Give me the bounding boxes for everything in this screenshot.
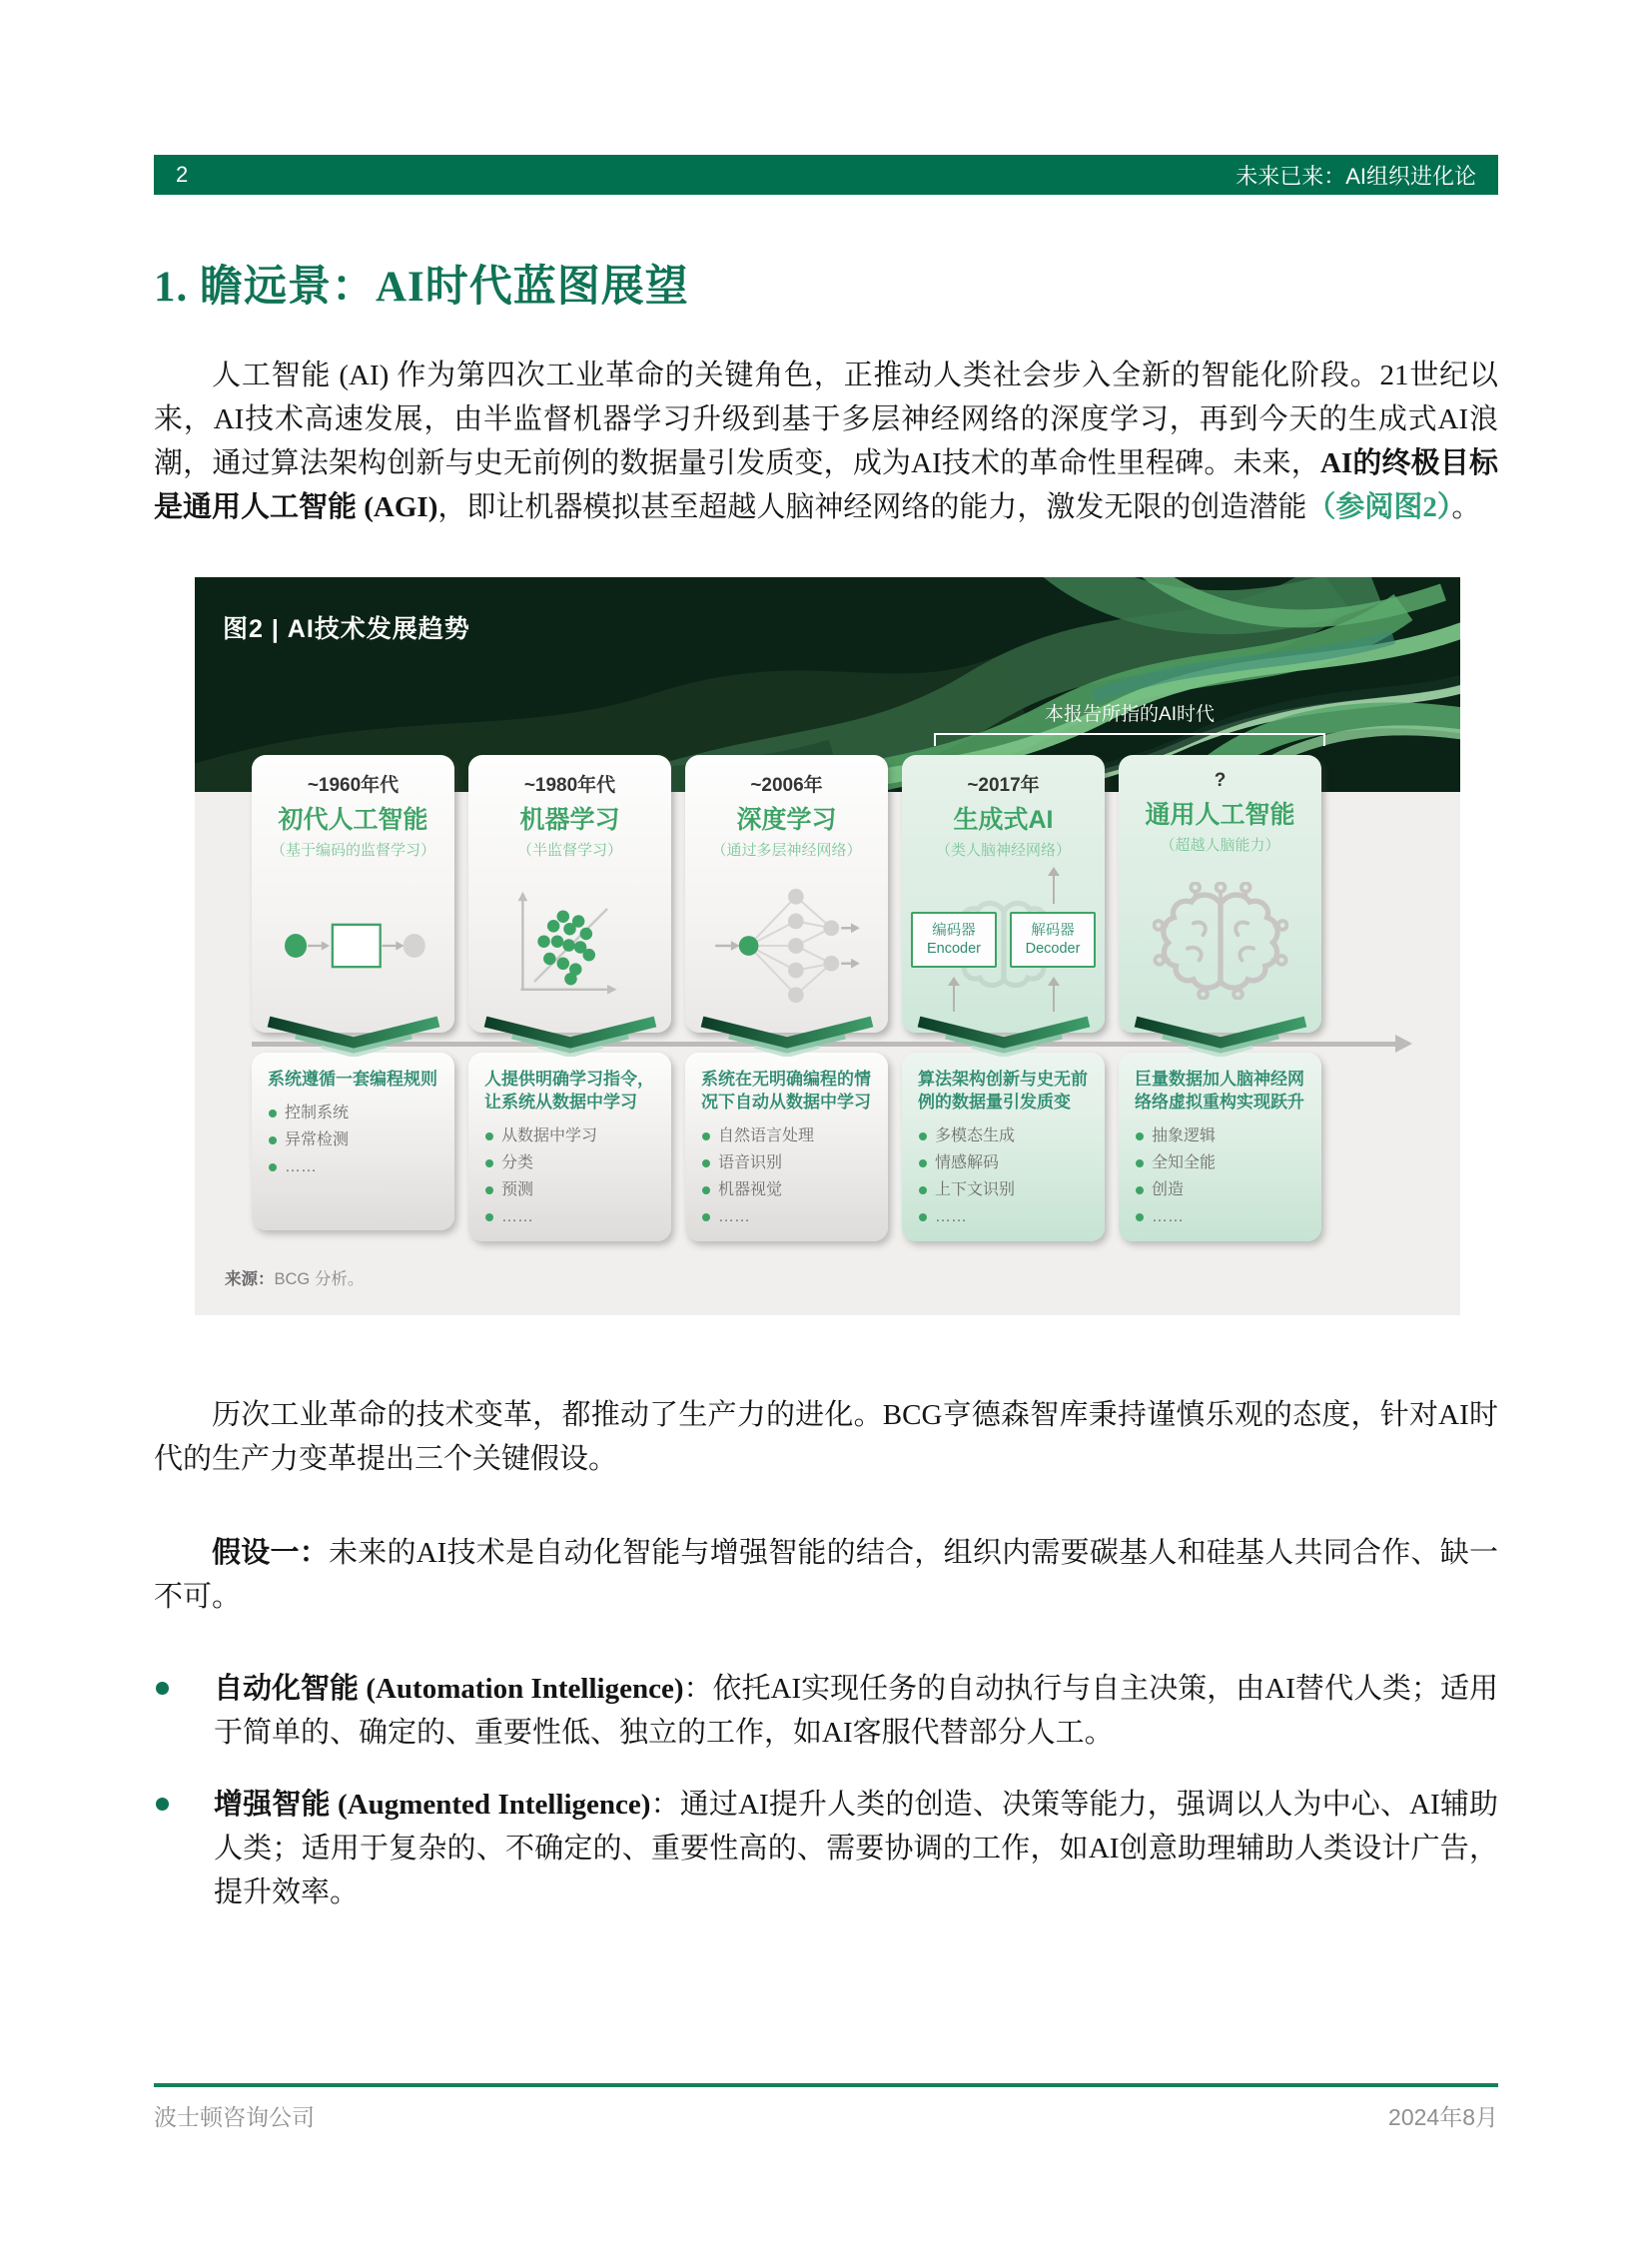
chevron-down-icon [480,1009,660,1062]
list-item [214,1783,1498,1914]
description-title: 人提供明确学习指令，让系统从数据中学习 [484,1070,654,1112]
paragraph-bold-text: AI的终极目标是通用人工智能 (AGI) [154,447,1498,523]
section-heading: 1. 瞻远景：AI时代蓝图展望 [154,264,689,311]
up-arrow-icon [1053,870,1055,904]
hypothesis-paragraph [154,1531,1498,1619]
timeline-column-1960s [252,755,454,1241]
description-card [685,1053,888,1241]
encoder-box [911,912,997,968]
era-title: 初代人工智能 [278,806,428,834]
era-subtitle: （基于编码的监督学习） [270,842,435,859]
era-year: ~1960年代 [307,775,400,796]
list-item: …… [918,1203,1093,1230]
era-year: ~2017年 [967,775,1040,796]
paragraph-text: 人工智能 (AI) 作为第四次工业革命的关键角色，正推动人类社会步入全新的智能化阶段。21世纪以来，AI技术高速发展，由半监督机器学习升级到基于多层神经网络的深度学习，再到今天的生成式AI浪潮，通过算法架构创新与史无前例的数据量引发质变，成为AI技术的革命性里程碑。未来， [154,360,1498,479]
decoder-label-cn: 解码器 [1031,922,1075,939]
description-card [468,1053,671,1241]
brain-circuit-icon [1119,861,1321,1021]
era-title: 生成式AI [953,806,1054,834]
list-item: 从数据中学习 [484,1122,659,1149]
feature-list [1135,1122,1309,1231]
intelligence-types-list [154,1667,1498,1914]
neural-network-icon [685,866,888,1026]
figure-title: 图2 | AI技术发展趋势 [223,615,470,643]
list-item: 上下文识别 [918,1176,1093,1203]
era-year: ~2006年 [750,775,823,796]
timeline-cards-row [195,755,1460,1241]
footer-divider [154,2083,1498,2087]
timeline-column-2017 [902,755,1105,1241]
era-card [902,755,1105,1033]
list-item: 全知全能 [1135,1149,1309,1176]
scatter-plot-icon [468,866,671,1026]
list-item: …… [1135,1203,1309,1230]
source-label: 来源： [225,1269,275,1288]
list-item: 情感解码 [918,1149,1093,1176]
chevron-down-icon [697,1009,877,1062]
decoder-box [1010,912,1096,968]
page-footer [154,2083,1498,2132]
body-paragraph: 历次工业革命的技术变革，都推动了生产力的进化。BCG亨德森智库秉持谨慎乐观的态度，针对AI时代的生产力变革提出三个关键假设。 [154,1398,1498,1475]
timeline-column-agi [1119,755,1321,1241]
list-item [214,1667,1498,1755]
feature-list [918,1122,1093,1231]
list-item: …… [484,1203,659,1230]
description-card [902,1053,1105,1241]
term-definition: ：依托AI实现任务的自动执行与自主决策，由AI替代人类；适用于简单的、确定的、重要性低、独立的工作，如AI客服代替部分人工。 [214,1672,1498,1749]
timeline-column-1980s [468,755,671,1241]
list-item: 控制系统 [268,1100,442,1126]
page-header-title: 未来已来：AI组织进化论 [1236,163,1476,189]
source-note [225,1265,1460,1289]
list-item: …… [268,1153,442,1180]
era-year: ? [1214,770,1227,791]
era-card [468,755,671,1033]
page-header-bar [154,155,1498,195]
list-item: 多模态生成 [918,1122,1093,1149]
encoder-label-en: Encoder [926,941,981,957]
paragraph-text: ，即让机器模拟甚至超越人脑神经网络的能力，激发无限的创造潜能 [437,491,1307,523]
chevron-down-icon [1131,1009,1310,1062]
list-item: 机器视觉 [701,1176,876,1203]
era-title: 机器学习 [519,806,620,834]
list-item: …… [701,1203,876,1230]
era-subtitle: （类人脑神经网络） [935,842,1071,859]
feature-list [268,1100,442,1181]
timeline-column-2006 [685,755,888,1241]
figure-reference-link[interactable]: （参阅图2） [1306,491,1452,523]
era-callout [934,699,1325,746]
era-card [685,755,888,1033]
era-subtitle: （超越人脑能力） [1160,837,1280,854]
era-title: 深度学习 [736,806,837,834]
hypothesis-label: 假设一： [212,1536,329,1569]
footer-date: 2024年8月 [1388,2104,1498,2130]
source-text: BCG 分析。 [274,1269,365,1288]
description-title: 系统遵循一套编程规则 [268,1070,437,1089]
paragraph-text: 未来的AI技术是自动化智能与增强智能的结合，组织内需要碳基人和硅基人共同合作、缺一不可。 [154,1536,1498,1613]
description-card [252,1053,454,1230]
chevron-down-icon [264,1009,443,1062]
era-title: 通用人工智能 [1145,801,1295,829]
feature-list [484,1122,659,1231]
list-item: 预测 [484,1176,659,1203]
description-title: 巨量数据加人脑神经网络络虚拟重构实现跃升 [1135,1070,1304,1112]
list-item: 分类 [484,1149,659,1176]
era-card [1119,755,1321,1033]
term-definition: ：通过AI提升人类的创造、决策等能力，强调以人为中心、AI辅助人类；适用于复杂的、不确定的、重要性高的、需要协调的工作，如AI创意助理辅助人类设计广告，提升效率。 [214,1788,1499,1908]
page-number: 2 [176,162,189,187]
list-item: 抽象逻辑 [1135,1122,1309,1149]
description-title: 算法架构创新与史无前例的数据量引发质变 [918,1070,1088,1112]
description-card [1119,1053,1321,1241]
era-subtitle: （半监督学习） [516,842,622,859]
list-item: 自然语言处理 [701,1122,876,1149]
description-title: 系统在无明确编程的情况下自动从数据中学习 [701,1070,871,1112]
list-item: 异常检测 [268,1126,442,1153]
era-card [252,755,454,1033]
footer-company: 波士顿咨询公司 [154,2104,315,2130]
intro-paragraph [154,354,1498,529]
decoder-label-en: Decoder [1025,941,1081,957]
era-year: ~1980年代 [523,775,616,796]
list-item: 创造 [1135,1176,1309,1203]
era-subtitle: （通过多层神经网络） [711,842,862,859]
chevron-down-icon [914,1009,1094,1062]
encoder-label-cn: 编码器 [932,922,976,939]
era-label: 本报告所指的AI时代 [1045,704,1215,725]
term-bold: 自动化智能 (Automation Intelligence) [214,1672,684,1705]
paragraph-text: 。 [1451,491,1481,523]
term-bold: 增强智能 (Augmented Intelligence) [214,1788,651,1821]
up-arrow-icon [1053,980,1055,1012]
flow-diagram-icon [252,866,454,1026]
feature-list [701,1122,876,1231]
up-arrow-icon [953,980,955,1012]
figure-2 [195,577,1460,1315]
list-item: 语音识别 [701,1149,876,1176]
encoder-decoder-icon [902,866,1105,1026]
era-bracket [934,733,1325,746]
